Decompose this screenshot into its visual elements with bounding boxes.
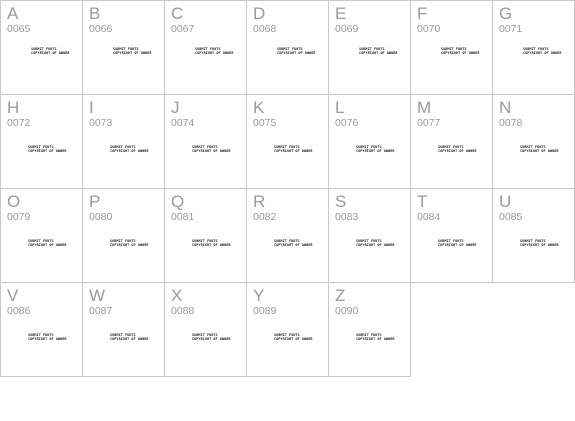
glyph-cell[interactable] [82, 94, 165, 189]
glyph-preview-line: SUBMIT FONTS [28, 145, 54, 149]
glyph-cell[interactable] [246, 188, 329, 283]
glyph-letter: R [253, 192, 266, 211]
glyph-preview [110, 239, 149, 247]
glyph-preview-line: SUBMIT FONTS [438, 239, 464, 243]
glyph-letter: V [7, 286, 19, 305]
glyph-preview-line: SUBMIT FONTS [274, 145, 300, 149]
glyph-preview-line: COPYRIGHT OF OWNER [356, 243, 395, 248]
glyph-cell[interactable] [82, 282, 165, 377]
glyph-letter: M [417, 98, 432, 117]
glyph-preview [356, 145, 395, 153]
glyph-preview-line: COPYRIGHT OF OWNER [274, 149, 313, 154]
glyph-cell[interactable] [328, 0, 411, 95]
glyph-code: 0075 [253, 117, 277, 129]
glyph-preview-line: COPYRIGHT OF OWNER [356, 337, 395, 342]
glyph-cell[interactable] [0, 94, 83, 189]
glyph-preview [359, 47, 398, 55]
glyph-preview [520, 239, 559, 247]
glyph-letter: F [417, 4, 428, 23]
glyph-code: 0076 [335, 117, 359, 129]
glyph-preview-line: SUBMIT FONTS [28, 333, 54, 337]
glyph-preview [28, 333, 67, 341]
glyph-preview-line: COPYRIGHT OF OWNER [110, 337, 149, 342]
glyph-cell[interactable] [164, 282, 247, 377]
glyph-code: 0080 [89, 211, 113, 223]
glyph-preview [274, 333, 313, 341]
glyph-cell[interactable] [492, 94, 575, 189]
glyph-preview [113, 47, 152, 55]
glyph-preview-line: COPYRIGHT OF OWNER [31, 51, 70, 56]
glyph-cell[interactable] [164, 0, 247, 95]
glyph-code: 0078 [499, 117, 523, 129]
glyph-preview-line: SUBMIT FONTS [441, 47, 467, 51]
glyph-letter: C [171, 4, 184, 23]
glyph-code: 0074 [171, 117, 195, 129]
glyph-cell[interactable] [328, 94, 411, 189]
glyph-cell[interactable] [246, 0, 329, 95]
glyph-preview-line: SUBMIT FONTS [523, 47, 549, 51]
glyph-preview-line: SUBMIT FONTS [359, 47, 385, 51]
glyph-letter: E [335, 4, 347, 23]
glyph-preview [520, 145, 559, 153]
glyph-preview-line: COPYRIGHT OF OWNER [277, 51, 316, 56]
glyph-preview [438, 145, 477, 153]
glyph-preview-line: COPYRIGHT OF OWNER [520, 149, 559, 154]
glyph-letter: G [499, 4, 513, 23]
glyph-letter: W [89, 286, 106, 305]
glyph-preview-line: SUBMIT FONTS [192, 239, 218, 243]
glyph-preview-line: COPYRIGHT OF OWNER [110, 149, 149, 154]
glyph-preview-line: COPYRIGHT OF OWNER [359, 51, 398, 56]
glyph-letter: Z [335, 286, 346, 305]
glyph-code: 0077 [417, 117, 441, 129]
glyph-preview [110, 333, 149, 341]
glyph-code: 0082 [253, 211, 277, 223]
glyph-cell[interactable] [410, 0, 493, 95]
glyph-letter: A [7, 4, 19, 23]
glyph-preview-line: SUBMIT FONTS [28, 239, 54, 243]
glyph-preview [441, 47, 480, 55]
glyph-preview-line: COPYRIGHT OF OWNER [192, 243, 231, 248]
glyph-code: 0069 [335, 23, 359, 35]
glyph-code: 0073 [89, 117, 113, 129]
glyph-letter: J [171, 98, 180, 117]
glyph-letter: Y [253, 286, 265, 305]
glyph-preview [31, 47, 70, 55]
glyph-preview-line: SUBMIT FONTS [356, 333, 382, 337]
glyph-preview-line: SUBMIT FONTS [274, 333, 300, 337]
glyph-letter: Q [171, 192, 185, 211]
glyph-preview [438, 239, 477, 247]
glyph-preview [195, 47, 234, 55]
glyph-preview [28, 145, 67, 153]
glyph-preview [274, 145, 313, 153]
glyph-code: 0068 [253, 23, 277, 35]
glyph-code: 0083 [335, 211, 359, 223]
glyph-preview-line: COPYRIGHT OF OWNER [274, 243, 313, 248]
glyph-preview-line: COPYRIGHT OF OWNER [28, 243, 67, 248]
glyph-preview [274, 239, 313, 247]
glyph-code: 0088 [171, 305, 195, 317]
glyph-cell[interactable] [164, 188, 247, 283]
glyph-preview-line: SUBMIT FONTS [110, 239, 136, 243]
glyph-code: 0066 [89, 23, 113, 35]
glyph-preview-line: COPYRIGHT OF OWNER [523, 51, 562, 56]
glyph-preview [356, 239, 395, 247]
glyph-letter: D [253, 4, 266, 23]
glyph-letter: T [417, 192, 428, 211]
glyph-preview-line: SUBMIT FONTS [356, 239, 382, 243]
glyph-code: 0085 [499, 211, 523, 223]
glyph-preview-line: SUBMIT FONTS [274, 239, 300, 243]
glyph-preview-line: COPYRIGHT OF OWNER [438, 243, 477, 248]
glyph-letter: H [7, 98, 20, 117]
glyph-preview-line: SUBMIT FONTS [113, 47, 139, 51]
glyph-cell[interactable] [82, 0, 165, 95]
glyph-cell[interactable] [328, 282, 411, 377]
glyph-preview-line: SUBMIT FONTS [356, 145, 382, 149]
glyph-code: 0090 [335, 305, 359, 317]
glyph-code: 0086 [7, 305, 31, 317]
glyph-cell[interactable] [410, 188, 493, 283]
glyph-preview-line: SUBMIT FONTS [31, 47, 57, 51]
glyph-preview-line: SUBMIT FONTS [195, 47, 221, 51]
glyph-preview-line: COPYRIGHT OF OWNER [438, 149, 477, 154]
glyph-code: 0084 [417, 211, 441, 223]
glyph-letter: L [335, 98, 345, 117]
glyph-cell[interactable] [328, 188, 411, 283]
glyph-preview [277, 47, 316, 55]
glyph-preview-line: COPYRIGHT OF OWNER [192, 337, 231, 342]
glyph-preview-line: SUBMIT FONTS [110, 145, 136, 149]
glyph-preview-line: SUBMIT FONTS [192, 145, 218, 149]
glyph-cell[interactable] [0, 282, 83, 377]
glyph-preview-line: COPYRIGHT OF OWNER [195, 51, 234, 56]
glyph-preview-line: SUBMIT FONTS [520, 239, 546, 243]
glyph-preview-line: COPYRIGHT OF OWNER [28, 337, 67, 342]
glyph-preview-line: COPYRIGHT OF OWNER [192, 149, 231, 154]
glyph-cell[interactable] [410, 94, 493, 189]
glyph-cell[interactable] [0, 188, 83, 283]
glyph-preview-line: COPYRIGHT OF OWNER [441, 51, 480, 56]
glyph-preview-line: COPYRIGHT OF OWNER [520, 243, 559, 248]
glyph-letter: X [171, 286, 183, 305]
glyph-letter: B [89, 4, 101, 23]
glyph-cell[interactable] [246, 282, 329, 377]
glyph-letter: N [499, 98, 512, 117]
glyph-cell[interactable] [246, 94, 329, 189]
glyph-preview [28, 239, 67, 247]
glyph-preview-line: SUBMIT FONTS [520, 145, 546, 149]
glyph-preview [192, 239, 231, 247]
glyph-letter: K [253, 98, 265, 117]
glyph-preview-line: SUBMIT FONTS [192, 333, 218, 337]
glyph-code: 0070 [417, 23, 441, 35]
glyph-cell[interactable] [492, 0, 575, 95]
glyph-cell[interactable] [0, 0, 83, 95]
glyph-preview-line: COPYRIGHT OF OWNER [356, 149, 395, 154]
glyph-letter: I [89, 98, 94, 117]
glyph-preview [523, 47, 562, 55]
glyph-code: 0067 [171, 23, 195, 35]
glyph-letter: S [335, 192, 347, 211]
glyph-preview-line: SUBMIT FONTS [110, 333, 136, 337]
glyph-preview-line: SUBMIT FONTS [438, 145, 464, 149]
glyph-code: 0079 [7, 211, 31, 223]
glyph-preview-line: COPYRIGHT OF OWNER [110, 243, 149, 248]
glyph-letter: P [89, 192, 101, 211]
glyph-preview [356, 333, 395, 341]
glyph-cell[interactable] [164, 94, 247, 189]
glyph-preview-line: COPYRIGHT OF OWNER [113, 51, 152, 56]
glyph-letter: U [499, 192, 512, 211]
glyph-preview [192, 333, 231, 341]
glyph-cell[interactable] [492, 188, 575, 283]
glyph-preview-line: COPYRIGHT OF OWNER [28, 149, 67, 154]
glyph-code: 0072 [7, 117, 31, 129]
glyph-code: 0065 [7, 23, 31, 35]
glyph-preview [110, 145, 149, 153]
glyph-preview-line: SUBMIT FONTS [277, 47, 303, 51]
glyph-code: 0089 [253, 305, 277, 317]
glyph-cell[interactable] [82, 188, 165, 283]
glyph-preview-line: COPYRIGHT OF OWNER [274, 337, 313, 342]
glyph-code: 0071 [499, 23, 523, 35]
glyph-letter: O [7, 192, 21, 211]
glyph-preview [192, 145, 231, 153]
glyph-code: 0087 [89, 305, 113, 317]
glyph-code: 0081 [171, 211, 195, 223]
